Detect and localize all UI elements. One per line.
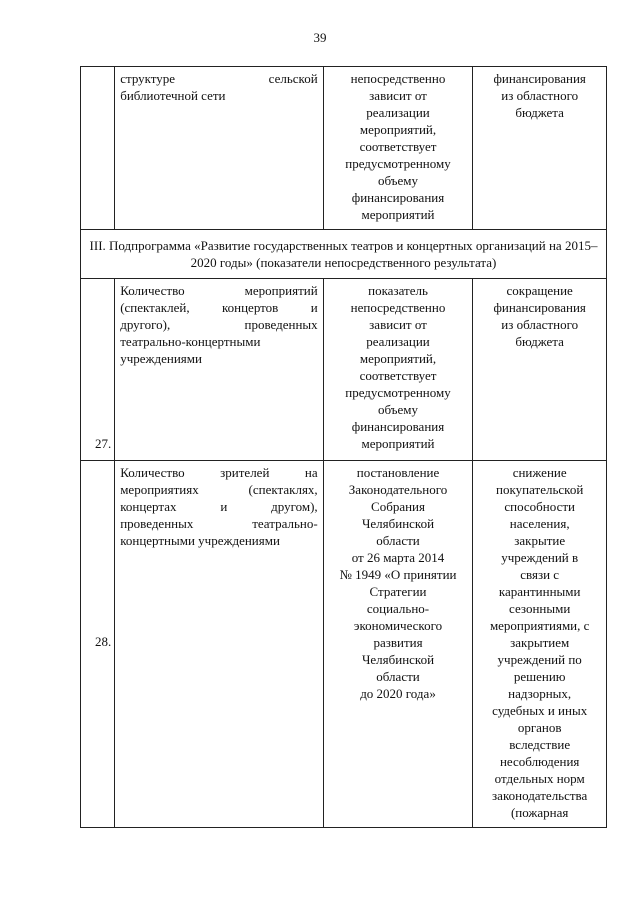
indicator-name-line: Количество мероприятий [120,283,318,298]
basis-cell [323,279,473,461]
row-number [81,67,115,230]
table-row [81,279,607,461]
reason-text: сокращение финансирования из областного бюджета [493,283,586,349]
basis-text: непосредственно зависит от реализации мероприятий, соответствует предусмотренному объему финансирования мероприятий [345,71,451,222]
indicator-name-line: учреждениями [120,351,202,366]
indicator-name-line: (спектаклей, концертов и [120,300,318,315]
indicator-name [115,67,323,230]
reason-cell [473,279,607,461]
indicator-name-line: театрально-концертными [120,334,261,349]
basis-text: постановление Законодательного Собрания Челябинской области от 26 марта 2014 № 1949 «О принятии Стратегии социально- экономического развития Челябинской области до 2020 года» [339,465,457,701]
indicator-name-line: структуре сельской [120,71,318,86]
section-row [81,230,607,279]
table-row [81,461,607,828]
row-number: 28. [81,461,115,828]
indicator-name-line: концертными учреждениями [120,533,280,548]
indicator-name-line: библиотечной сети [120,88,226,103]
basis-cell [323,461,473,828]
indicator-name [115,279,323,461]
reason-cell [473,67,607,230]
indicator-name-line: Количество зрителей на [120,465,318,480]
table-row [81,67,607,230]
reason-text: финансирования из областного бюджета [493,71,586,120]
indicators-table [80,66,607,828]
section-heading: III. Подпрограмма «Развитие государственных театров и концертных организаций на 2015–2020 годы» (показатели непосредственного результата) [81,230,607,279]
indicator-name [115,461,323,828]
reason-cell [473,461,607,828]
reason-text: снижение покупательской способности населения, закрытие учреждений в связи с карантинными сезонными мероприятиями, с закрытием учреждений по решению надзорных, судебных и иных органов вследствие несоблюдения отдельных норм законодательства (пожарная [489,465,590,820]
indicator-name-line: другого), проведенных [120,317,318,332]
basis-text: показатель непосредственно зависит от реализации мероприятий, соответствует предусмотренному объему финансирования мероприятий [345,283,451,451]
indicator-name-line: концертах и другом), [120,499,318,514]
indicator-name-line: проведенных театрально- [120,516,318,531]
indicator-name-line: мероприятиях (спектаклях, [120,482,318,497]
page-number: 39 [313,30,327,45]
row-number: 27. [81,279,115,461]
basis-cell [323,67,473,230]
